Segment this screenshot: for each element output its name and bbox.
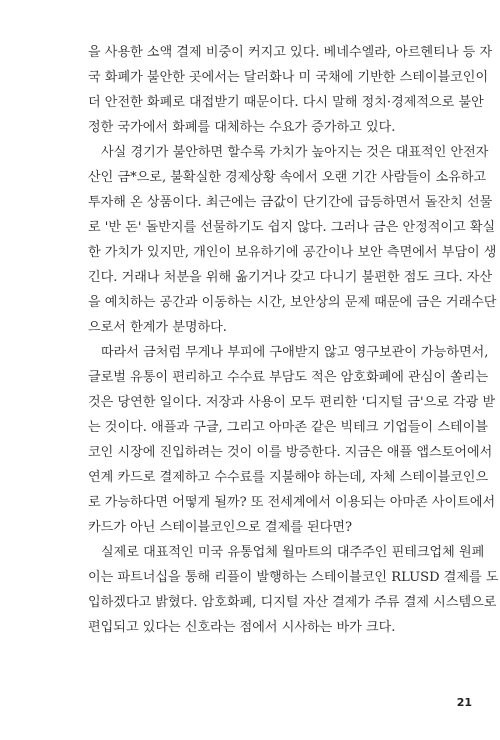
text-line: 것은 당연한 일이다. 저장과 사용이 모두 편리한 '디지털 금'으로 각광 받 [88,395,496,410]
text-line: 이는 파트너십을 통해 리플이 발행하는 스테이블코인 RLUSD 결제를 도 [88,570,499,585]
text-line: 을 예치하는 공간과 이동하는 시간, 보안상의 문제 때문에 금은 거래수단 [88,295,497,310]
text-line: 으로서 한계가 분명하다. [88,320,227,335]
text-line: 로 가능하다면 어떻게 될까? 또 전세계에서 이용되는 아마존 사이트에서 [88,495,496,510]
text-line: 글로벌 유통이 편리하고 수수료 부담도 적은 암호화폐에 관심이 쏠리는 [88,370,489,385]
text-line: 로 '반 돈' 돌반지를 선물하기도 쉽지 않다. 그러나 금은 안정적이고 확실 [88,220,496,235]
text-line: 입하겠다고 밝혔다. 암호화폐, 디지털 자산 결제가 주류 결제 시스템으로 [88,595,497,610]
text-line: 투자해 온 상품이다. 최근에는 금값이 단기간에 급등하면서 돌잔치 선물 [88,195,493,210]
text-line: 산인 금*으로, 불확실한 경제상황 속에서 오랜 기간 사람들이 소유하고 [88,170,487,185]
text-line: 편입되고 있다는 신호라는 점에서 시사하는 바가 크다. [88,620,396,635]
text-line: 카드가 아닌 스테이블코인으로 결제를 된다면? [88,520,352,535]
text-line: 을 사용한 소액 결제 비중이 커지고 있다. 베네수엘라, 아르헨티나 등 자 [88,45,493,60]
text-line: 코인 시장에 진입하려는 것이 이를 방증한다. 지금은 애플 앱스토어에서 [88,445,493,460]
text-line: 는 것이다. 애플과 구글, 그리고 아마존 같은 빅테크 기업들이 스테이블 [88,420,488,435]
text-line: 사실 경기가 불안하면 할수록 가치가 높아지는 것은 대표적인 안전자 [101,145,489,160]
text-line: 한 가치가 있지만, 개인이 보유하기에 공간이나 보안 측면에서 부담이 생 [88,245,497,260]
text-line: 더 안전한 화폐로 대접받기 때문이다. 다시 말해 정치·경제적으로 불안 [88,95,484,110]
page-number: 21 [456,696,472,709]
text-line: 연계 카드로 결제하고 수수료를 지불해야 하는데, 자체 스테이블코인으 [88,470,489,485]
text-line: 긴다. 거래나 처분을 위해 옮기거나 갖고 다니기 불편한 점도 크다. 자산 [88,270,493,285]
text-line: 국 화폐가 불안한 곳에서는 달러화나 미 국채에 기반한 스테이블코인이 [88,70,489,85]
text-line: 실제로 대표적인 미국 유통업체 월마트의 대주주인 핀테크업체 원페 [101,545,485,560]
text-line: 정한 국가에서 화폐를 대체하는 수요가 증가하고 있다. [88,120,396,135]
text-line: 따라서 금처럼 무게나 부피에 구애받지 않고 영구보관이 가능하면서, [101,345,489,360]
